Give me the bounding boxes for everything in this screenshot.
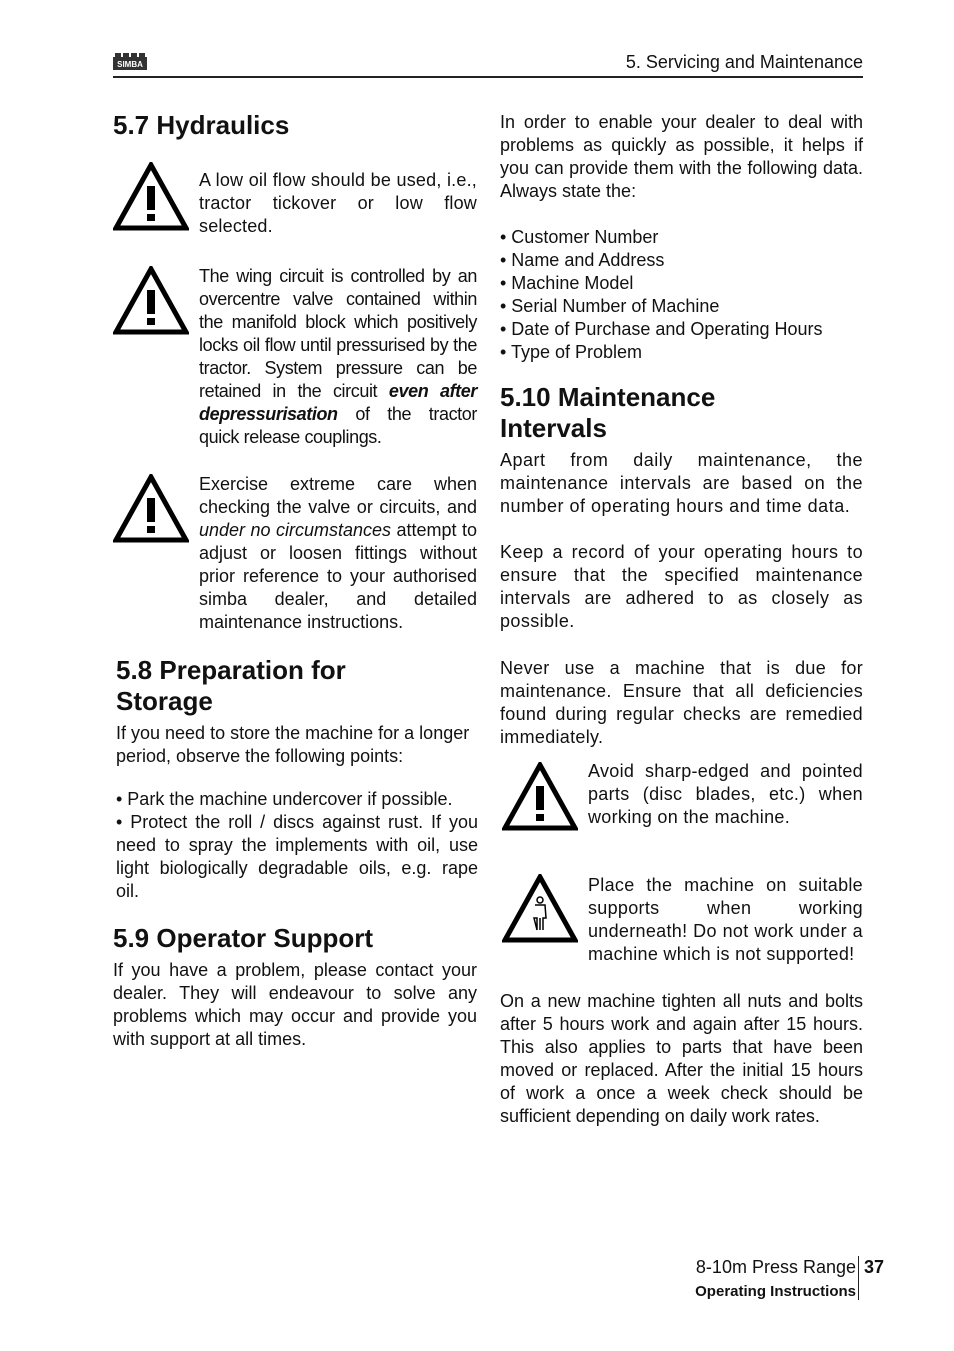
storage-intro: If you need to store the machine for a longer period, observe the following points:: [116, 723, 470, 766]
list-item: • Date of Purchase and Operating Hours: [500, 319, 823, 339]
warning-icon: [502, 762, 580, 832]
maintenance-p4: On a new machine tighten all nuts and bolts after 5 hours work and again after 15 hours. This also applies to parts that have been moved or replaced. After the initial 15 hours of work a once a week check should be sufficient depending on daily work rates.: [500, 991, 863, 1126]
footer-title: 8-10m Press Range: [695, 1257, 856, 1277]
maintenance-p1: Apart from daily maintenance, the maintenance intervals are based on the number of operating hours and time data.: [500, 450, 863, 516]
dealer-intro: In order to enable your dealer to deal with problems as quickly as possible, it helps if you can provide them with the following data. Always state the:: [500, 112, 863, 201]
storage-bullet-1: • Park the machine undercover if possible.: [116, 789, 453, 809]
warning-icon: [113, 266, 191, 336]
hydraulics-warning-3: Exercise extreme care when checking the valve or circuits, and under no circumstances attempt to adjust or loosen fittings without prior reference to your authorised simba dealer, and detailed maintenance instructions.: [199, 474, 478, 632]
footer-subtitle: Operating Instructions: [695, 1283, 856, 1300]
hydraulics-warning-2: The wing circuit is controlled by an overcentre valve contained within the manifold block which positively locks oil flow until pressurised by the tractor. System pressure can be retained in the circuit even after depressurisation of the tractor quick release couplings.: [199, 266, 477, 447]
list-item: • Machine Model: [500, 273, 634, 293]
header-divider: [113, 76, 863, 78]
simba-logo: [113, 53, 147, 71]
warning-icon: [113, 474, 191, 544]
maintenance-warning-2: Place the machine on suitable supports when working underneath! Do not work under a machine which is not supported!: [588, 875, 863, 964]
logo-text: SIMBA: [117, 60, 143, 69]
maintenance-warning-1: Avoid sharp-edged and pointed parts (disc blades, etc.) when working on the machine.: [588, 761, 863, 827]
hydraulics-warning-1: A low oil flow should be used, i.e., tractor tickover or low flow selected.: [199, 170, 477, 236]
list-item: • Customer Number: [500, 227, 659, 247]
warning-icon: [113, 162, 191, 232]
maintenance-p3: Never use a machine that is due for maintenance. Ensure that all deficiencies found during regular checks are remedied immediately.: [500, 658, 863, 747]
support-body: If you have a problem, please contact your dealer. They will endeavour to solve any problems which may occur and provide you with support at all times.: [113, 960, 477, 1049]
list-item: • Serial Number of Machine: [500, 296, 720, 316]
maintenance-p2: Keep a record of your operating hours to ensure that the specified maintenance intervals are adhered to as closely as possible.: [500, 542, 863, 631]
section-title: 5. Servicing and Maintenance: [625, 52, 863, 72]
storage-bullet-2: • Protect the roll / discs against rust. If you need to spray the implements with oil, use light biologically degradable oils, e.g. rape oil.: [116, 812, 478, 901]
hydraulics-heading: 5.7 Hydraulics: [113, 110, 290, 140]
page-number: 37: [864, 1257, 885, 1277]
emphasis-text: under no circumstances: [199, 520, 392, 540]
maintenance-heading: 5.10 Maintenance Intervals: [500, 382, 716, 443]
footer-divider: [858, 1256, 859, 1300]
list-item: • Type of Problem: [500, 342, 643, 362]
list-item: • Name and Address: [500, 250, 665, 270]
support-heading: 5.9 Operator Support: [113, 923, 374, 953]
dealer-list: [500, 226, 863, 364]
storage-heading: 5.8 Preparation for Storage: [116, 655, 346, 716]
person-warning-icon: [502, 874, 580, 944]
emphasis-text: even after depressurisation: [199, 381, 477, 424]
